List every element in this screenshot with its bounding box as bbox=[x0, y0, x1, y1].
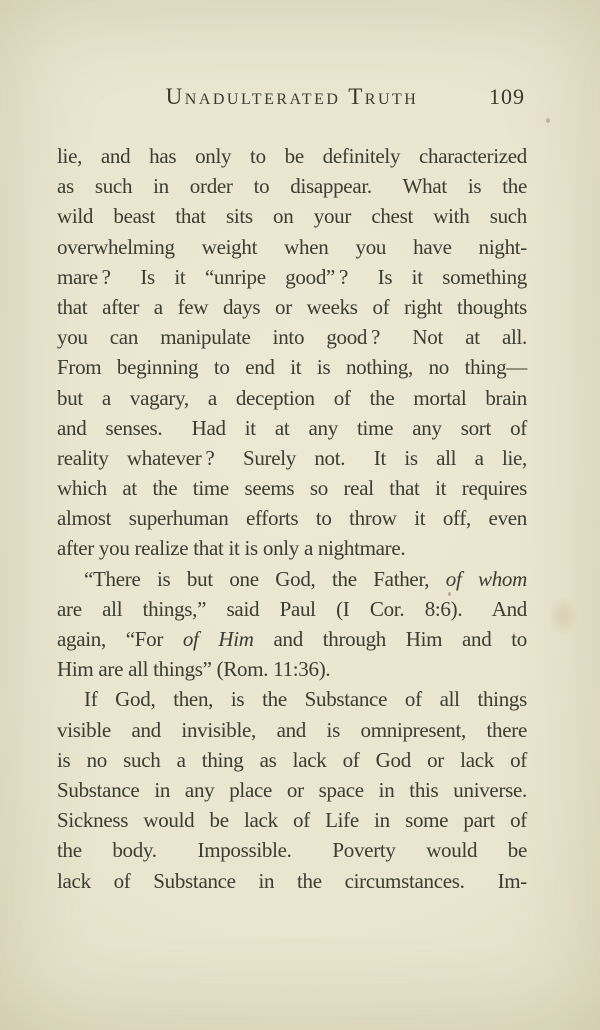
text-line bbox=[57, 805, 527, 835]
text-line bbox=[57, 201, 527, 231]
scan-speck bbox=[546, 118, 550, 123]
text-segment: that after a few days or weeks of right thoughts bbox=[57, 294, 527, 319]
text-segment: overwhelming weight when you have night- bbox=[57, 234, 527, 259]
text-line bbox=[57, 745, 527, 775]
text-line bbox=[57, 594, 527, 624]
running-title: Unadulterated Truth bbox=[165, 84, 419, 109]
text-segment: reality whatever ? Surely not. It is all a lie, bbox=[57, 445, 527, 470]
text-segment: Sickness would be lack of Life in some part of bbox=[57, 808, 527, 833]
text-segment: after you realize that it is only a nightmare. bbox=[57, 536, 406, 561]
text-line bbox=[57, 564, 527, 594]
text-line bbox=[57, 141, 527, 171]
text-line bbox=[57, 684, 527, 714]
text-segment: mare ? Is it “unripe good” ? Is it something bbox=[57, 264, 527, 289]
text-line bbox=[57, 383, 527, 413]
text-line bbox=[57, 775, 527, 805]
text-segment: is no such a thing as lack of God or lack of bbox=[57, 747, 527, 772]
text-line bbox=[57, 473, 527, 503]
text-segment: and senses. Had it at any time any sort of bbox=[57, 415, 527, 440]
text-line bbox=[57, 262, 527, 292]
text-line bbox=[57, 866, 527, 896]
text-segment: but a vagary, a deception of the mortal brain bbox=[57, 385, 527, 410]
text-segment: wild beast that sits on your chest with such bbox=[57, 204, 527, 229]
text-segment: which at the time seems so real that it requires bbox=[57, 476, 527, 501]
text-line bbox=[57, 443, 527, 473]
page-body bbox=[57, 141, 527, 896]
text-segment: If God, then, is the Substance of all things bbox=[84, 687, 527, 712]
page-number: 109 bbox=[489, 84, 525, 109]
text-line bbox=[57, 715, 527, 745]
page-header bbox=[57, 83, 527, 110]
text-line bbox=[57, 654, 527, 684]
text-segment: lack of Substance in the circumstances. Im- bbox=[57, 868, 527, 893]
italic-text-segment: of Him bbox=[182, 627, 254, 651]
text-line bbox=[57, 503, 527, 533]
italic-text-segment: of whom bbox=[445, 566, 527, 591]
text-segment: From beginning to end it is nothing, no thing— bbox=[57, 355, 527, 380]
text-segment: the body. Impossible. Poverty would be bbox=[57, 838, 527, 863]
text-segment: visible and invisible, and is omnipresent, there bbox=[57, 717, 527, 742]
text-segment: and through Him and to bbox=[253, 627, 528, 651]
text-segment: Substance in any place or space in this universe. bbox=[57, 777, 527, 802]
text-line bbox=[57, 624, 527, 654]
text-segment: you can manipulate into good ? Not at all. bbox=[57, 325, 527, 350]
text-line bbox=[57, 292, 527, 322]
text-segment: lie, and has only to be definitely characterized bbox=[57, 144, 527, 168]
text-line bbox=[57, 171, 527, 201]
text-segment: again, “For bbox=[57, 627, 183, 651]
scan-stain bbox=[548, 596, 578, 636]
text-segment: are all things,” said Paul (I Cor. 8:6). And bbox=[57, 596, 527, 621]
text-line bbox=[57, 322, 527, 352]
text-segment: “There is but one God, the Father, bbox=[84, 566, 446, 591]
text-line bbox=[57, 352, 527, 382]
text-line bbox=[57, 533, 527, 563]
scan-speck bbox=[448, 592, 451, 596]
text-line bbox=[57, 835, 527, 865]
text-line bbox=[57, 232, 527, 262]
text-segment: as such in order to disappear. What is the bbox=[57, 174, 527, 199]
text-segment: almost superhuman efforts to throw it off, even bbox=[57, 506, 527, 531]
text-line bbox=[57, 413, 527, 443]
text-segment: Him are all things” (Rom. 11:36). bbox=[57, 657, 331, 682]
